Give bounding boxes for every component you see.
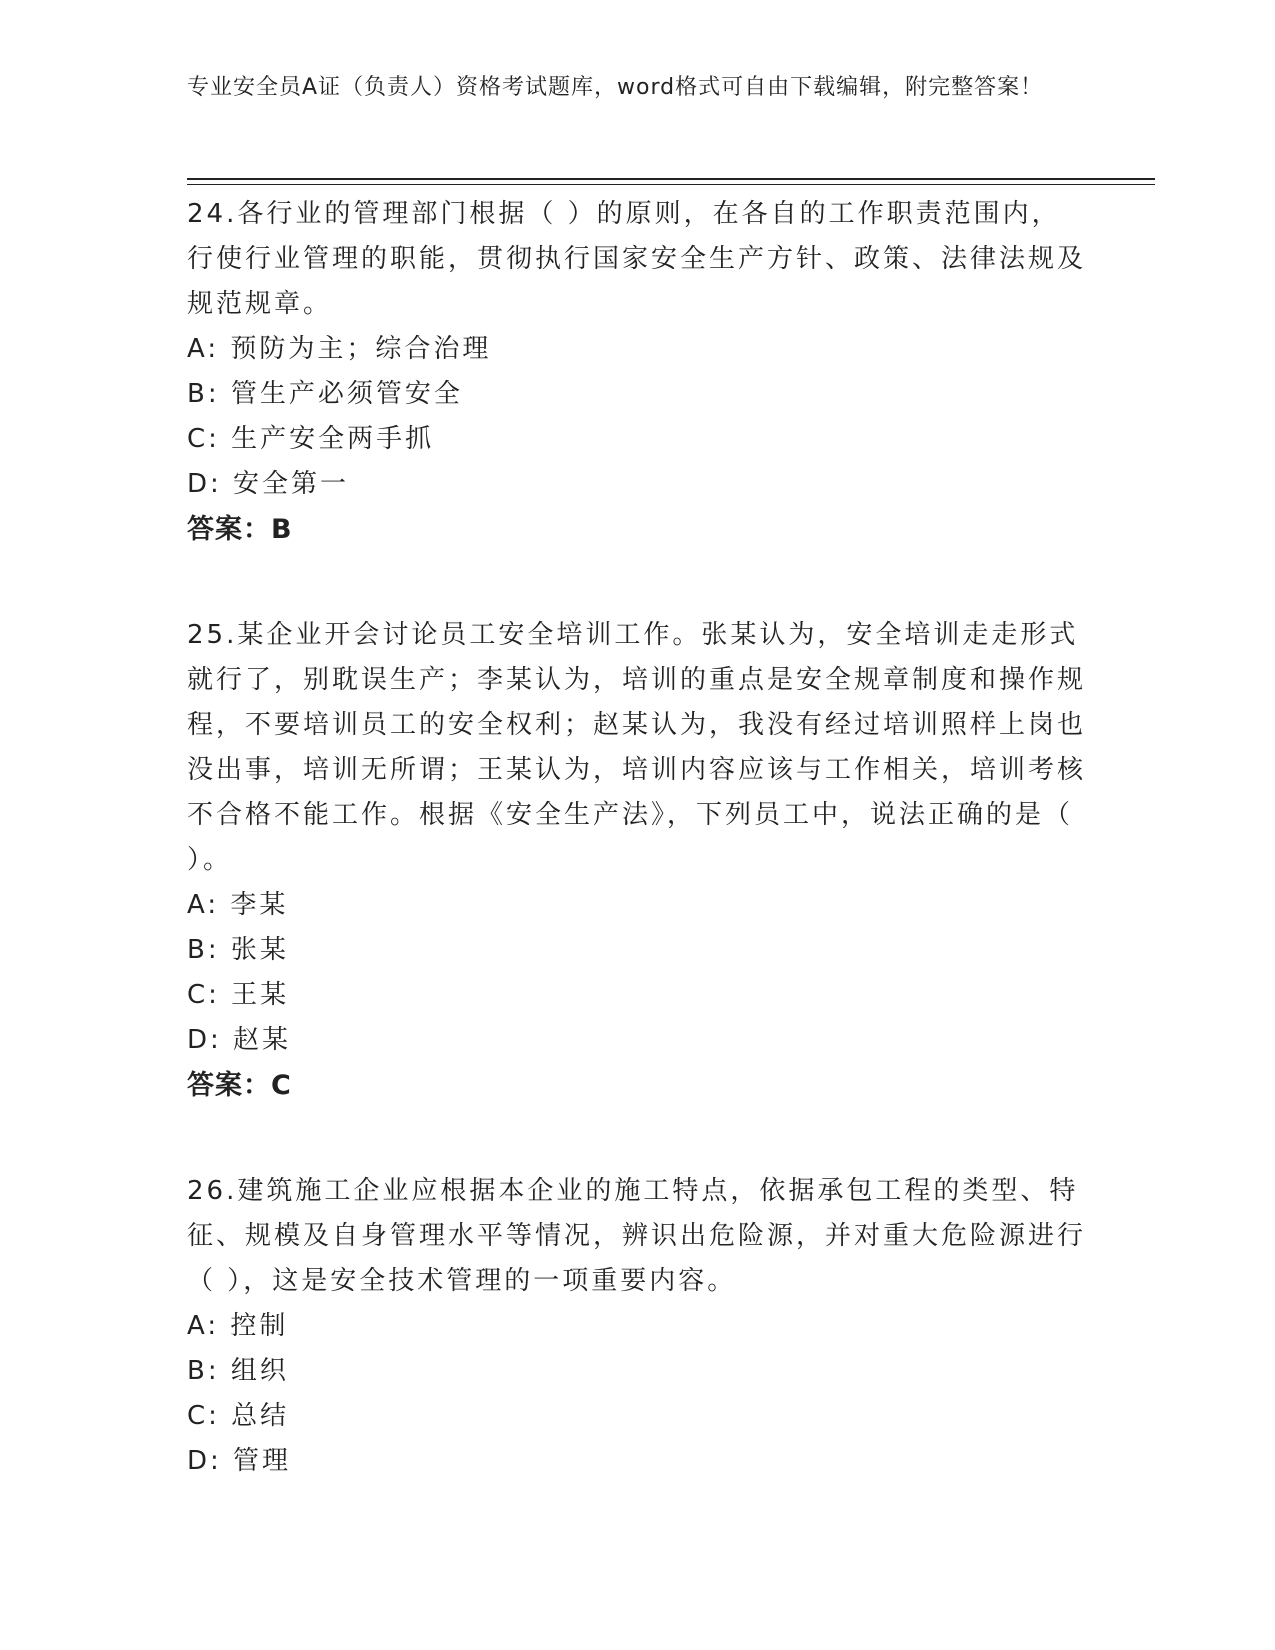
option-c: C: 生产安全两手抓	[187, 424, 435, 454]
question-25	[187, 613, 1087, 1109]
option-a: A: 控制	[187, 1311, 289, 1341]
question-26	[187, 1169, 1087, 1484]
question-text: 26.建筑施工企业应根据本企业的施工特点，依据承包工程的类型、特征、规模及自身管理水平等情况，辨识出危险源，并对重大危险源进行（ ），这是安全技术管理的一项重要内容。	[187, 1176, 1087, 1296]
document-header: 专业安全员A证（负责人）资格考试题库，word格式可自由下载编辑，附完整答案！	[187, 75, 1044, 100]
option-a: A: 预防为主；综合治理	[187, 334, 492, 364]
question-list	[187, 192, 1087, 1484]
option-c: C: 王某	[187, 980, 290, 1010]
option-b: B: 组织	[187, 1356, 289, 1386]
question-text: 25.某企业开会讨论员工安全培训工作。张某认为，安全培训走走形式就行了，别耽误生产；李某认为，培训的重点是安全规章制度和操作规程，不要培训员工的安全权利；赵某认为，我没有经过培训照样上岗也没出事，培训无所谓；王某认为，培训内容应该与工作相关，培训考核不合格不能工作。根据《安全生产法》，下列员工中，说法正确的是（ ）。	[187, 620, 1087, 875]
question-24	[187, 192, 1087, 553]
header-rule-thin	[187, 184, 1155, 185]
option-d: D: 安全第一	[187, 469, 350, 499]
option-c: C: 总结	[187, 1401, 290, 1431]
option-d: D: 管理	[187, 1446, 292, 1476]
option-a: A: 李某	[187, 890, 289, 920]
header-rule-thick	[187, 178, 1155, 180]
option-b: B: 张某	[187, 935, 289, 965]
option-d: D: 赵某	[187, 1025, 292, 1055]
answer-label: 答案：C	[187, 1070, 292, 1101]
option-b: B: 管生产必须管安全	[187, 379, 463, 409]
question-text: 24.各行业的管理部门根据（ ）的原则，在各自的工作职责范围内，行使行业管理的职能，贯彻执行国家安全生产方针、政策、法律法规及规范规章。	[187, 199, 1087, 319]
answer-label: 答案：B	[187, 514, 293, 545]
